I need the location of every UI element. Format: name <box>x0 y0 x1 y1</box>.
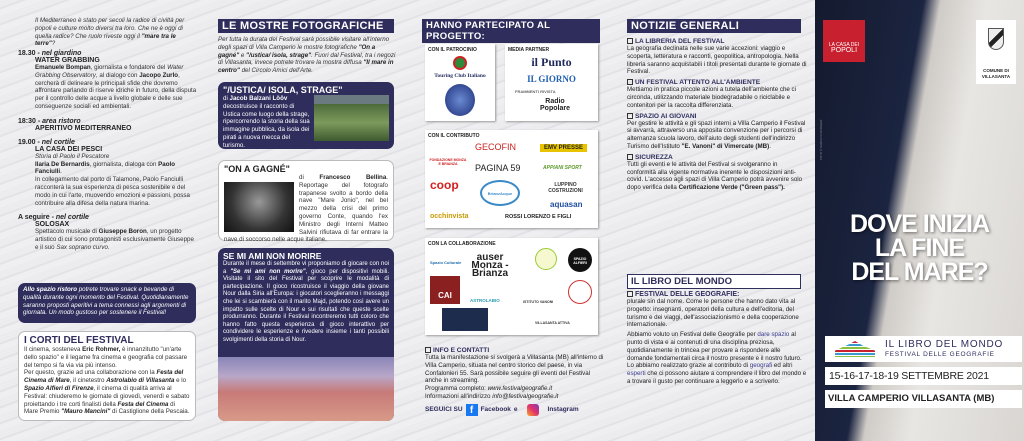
text-segment: Mettiamo in pratica piccole azioni a tutela dell'ambiente che ci circonda, utilizzando materiale biodegradabile o riciclabile e contenitori per la raccolta differenziata. <box>627 86 797 109</box>
brand-line1: IL LIBRO DEL MONDO <box>885 339 1004 350</box>
text-segment: info@festivalgeografie.it <box>492 392 559 400</box>
news-text <box>627 45 807 76</box>
text-segment: Giuseppe Boron <box>98 228 147 236</box>
libro-title: IL LIBRO DEL MONDO <box>627 274 801 289</box>
game-illustration <box>218 357 394 421</box>
game-box <box>218 248 394 421</box>
coop-circle-logo <box>535 248 557 270</box>
checkbox-icon <box>627 38 633 44</box>
luppino-logo: LUPPINO COSTRUZIONI <box>548 182 583 194</box>
instagram-icon[interactable] <box>527 404 539 416</box>
circle-red-logo <box>568 280 592 304</box>
patrocinio-box <box>425 44 495 121</box>
text-segment: Il cinema, sosteneva <box>24 346 83 353</box>
text-segment: e lo <box>174 377 187 385</box>
event-description <box>35 161 198 208</box>
event-list <box>18 50 198 259</box>
checkbox-icon <box>627 113 633 119</box>
media-label: MEDIA PARTNER <box>508 47 550 53</box>
text-segment: , giornalista, dialoga con <box>89 160 159 168</box>
festival-brand <box>825 336 1022 362</box>
text-segment: Jacopo Zurlo <box>139 71 179 79</box>
text-segment: ed altri <box>772 362 793 370</box>
festival-subtitle <box>627 291 807 298</box>
media-box <box>505 44 598 121</box>
cai-logo: CAI <box>430 276 460 304</box>
news-title <box>627 154 807 161</box>
event-title: SOLOSAX <box>35 221 70 229</box>
casa-logo-line1: LA CASA DEI <box>828 42 860 48</box>
news-text <box>627 120 807 151</box>
news-title <box>627 38 807 45</box>
libro-text <box>627 298 807 329</box>
news-title-text: SICUREZZA <box>635 153 673 161</box>
section-title: LE MOSTRE FOTOGRAFICHE <box>218 19 394 33</box>
text-segment: che ci possono aiutare a comprendere il libro del mondo e a trovare il gusto per continuare a leggerlo e a scriverlo. <box>627 370 807 385</box>
touring-logo <box>453 56 467 70</box>
frammenti-logo: FRAMMENTI RIVISTA <box>515 89 556 94</box>
section-title: NOTIZIE GENERALI <box>627 19 801 33</box>
news-item <box>627 79 807 109</box>
text-segment: , gioco per dispositivi mobili. Visitate il sito del Festival per scoprire le modalità di partecipazione. Il gioco ricostruisce il viaggio della giovane Nour dalla Siria all'Europa: i giocatori sceglieranno i messaggi che lei si scambierà con il marito Majd, potendo così avere un impatto sulle scelte di Nour e sui risultati che queste scelte produrranno. Durante il Festival incontreremo tutti coloro che hanno fatto questa esperienza di gioco interattivo per condividere le esperienze e rivedere insieme i tanti possibili svolgimenti della storia di Nour. <box>223 268 389 343</box>
game-text <box>223 261 389 345</box>
text-segment: . Fuori dal Festival, tra i negozi di Villasanta, invece potrete trovare la mostra diffusa <box>218 51 396 67</box>
il-giorno-logo: IL GIORNO <box>527 74 576 84</box>
event-time: 18.30 - nel giardino <box>18 50 82 57</box>
villasanta-attiva-logo: VILLASANTA ATTIVA <box>535 321 570 325</box>
exhibitions-intro <box>218 36 396 75</box>
info-text <box>425 354 605 401</box>
text-segment: "E. Vanoni" di Vimercate (MB) <box>681 142 770 150</box>
ustica-box <box>218 82 394 149</box>
text-segment: "On a gagné" <box>218 43 376 59</box>
fondazione-logo: FONDAZIONE MONZA E BRIANZA <box>429 158 467 166</box>
rossi-logo: ROSSI LORENZO E FIGLI <box>505 214 572 220</box>
intro-text <box>35 17 197 48</box>
text-segment: Il Mediterraneo è stato per secoli la radice di civiltà per popoli e culture molto diversi tra loro. Che ne è oggi di quella radice? Che ruolo riveste oggi il <box>35 17 185 40</box>
info-title <box>425 347 605 354</box>
mountains-logo-icon <box>835 341 875 357</box>
corti-title: I CORTI DEL FESTIVAL <box>24 335 134 346</box>
event-place: area ristoro <box>42 117 81 125</box>
appiani-logo: APPIANI SPORT <box>543 165 582 171</box>
headline <box>815 212 1024 284</box>
news-title-text: LA LIBRERIA DEL FESTIVAL <box>635 38 725 45</box>
news-title <box>627 79 807 86</box>
instagram-link[interactable]: Instagram <box>547 406 579 414</box>
text-segment: "mare tra le terre" <box>35 32 176 48</box>
text-segment: Festa del Cinema di Mare <box>24 369 184 385</box>
event-place: nel cortile <box>55 214 89 222</box>
astrolabio-logo: ASTROLABIO <box>470 298 500 303</box>
panel-partners <box>410 0 615 441</box>
libro-text-2 <box>627 331 807 386</box>
ristoro-box <box>18 283 196 323</box>
event-description <box>35 64 198 111</box>
libro-section <box>627 291 807 386</box>
text-segment: Tutta la manifestazione si svolgerà a Villasanta (MB) all'interno di Villa Camperio, situata nel centro storico del paese, in via Confalonieri 55. Sarà possibile seguire gli eventi del Festival anche in streaming. Programma completo: <box>425 354 604 393</box>
text-segment: . <box>769 142 771 150</box>
checkbox-icon <box>627 154 633 160</box>
event-title: WATER GRABBING <box>35 57 100 64</box>
occhinvista-logo: occhinvista <box>430 213 469 220</box>
photo-credit: FOTO © SAROLTA DORIGER <box>819 119 823 160</box>
text-segment: "Mauro Mancini" <box>61 408 111 416</box>
text-segment: , il cinema di qualità arriva al Festival: chiuderemo le giornate di giovedì, venerdì e sabato proiettando i tre corti finalisti della <box>24 384 190 408</box>
headline-line2: LA FINE <box>874 234 965 262</box>
spazio-alfieri-logo: SPAZIO ALFIERI <box>568 248 592 272</box>
checkbox-icon <box>627 291 633 297</box>
text-segment: Festa del Cinema <box>117 400 169 408</box>
text-segment: potrete trovare snack e bevande di qualità durante ogni momento del Festival. Quotidianamente saranno proposti aperitivi a tema connessi agli argomenti di giornata. Un modo gustoso per sostenere il Festival! <box>23 286 189 317</box>
spazio-culturale-logo: Spazio Culturale <box>430 260 462 265</box>
collaborazione-box <box>425 238 598 335</box>
casa-logo-line2: POPOLI <box>830 47 858 54</box>
event-time: 18:30 - area ristoro <box>18 117 81 125</box>
il-punto-logo: il Punto <box>531 55 572 69</box>
festival-subtitle-text: FESTIVAL DELLE GEOGRAFIE: <box>635 291 740 298</box>
text-segment: decostruisce il racconto di Ustica come luogo della strage, ripercorrendo la storia della sua immagine pubblica, da isola dei pirati a nuova mecca del turismo. <box>223 102 310 149</box>
text-segment: Astrolabio di Villasanta <box>106 377 175 385</box>
event-time-value: 18:30 <box>18 117 36 125</box>
gagne-title: "ON A GAGNÉ" <box>224 164 290 174</box>
text-segment: plurale sin dal nome. Come le persone che hanno dato vita al progetto: insegnanti, operatori della cultura e dell'editoria, del turismo e dei viaggi, dell'associazionismo e della cooperazione internazionale. <box>627 298 799 329</box>
event-title: APERITIVO MEDITERRANEO <box>35 124 132 132</box>
panel-news <box>615 0 815 441</box>
checkbox-icon <box>425 347 431 353</box>
text-segment: Ilaria De Bernardis <box>35 160 90 168</box>
event-item <box>18 118 198 132</box>
patrocinio-label: CON IL PATROCINIO <box>428 47 477 53</box>
text-segment: ? <box>51 40 56 48</box>
text-segment: di Mare Premio <box>24 400 175 416</box>
and-text: e <box>513 406 518 414</box>
gagne-photo <box>224 182 294 232</box>
text-segment: di Castiglione della Pescaia. <box>110 408 190 416</box>
casa-popoli-logo <box>823 20 865 62</box>
text-segment: Eric Rohmer, <box>82 346 121 353</box>
text-segment: Sax soprano curvo <box>56 243 108 251</box>
text-segment: Allo spazio ristoro <box>23 286 79 293</box>
section-title: HANNO PARTECIPATO AL PROGETTO: <box>422 19 600 43</box>
corti-text <box>24 346 190 416</box>
collaborazione-label: CON LA COLLABORAZIONE <box>428 241 496 247</box>
event-place: nel giardino <box>41 50 82 57</box>
text-segment: Per gestire le attività e gli spazi interni a Villa Camperio il Festival si avvarrà, attraverso una apposita convenzione per i percorsi di alternanza scuola lavoro, dell'aiuto degli studenti dell'indirizzo Turismo dell'Istituto <box>627 119 806 150</box>
social-row <box>425 404 605 416</box>
event-description <box>35 228 198 251</box>
text-segment: Tutti gli eventi e le attività del Festival si svolgeranno in conformità alla vigente normativa inerente le disposizioni anti-covid. L'accesso agli spazi di Villa Camperio potrà avvenire solo dopo verifica della <box>627 160 803 192</box>
ustica-text <box>223 95 311 150</box>
text-segment: geografi <box>749 362 773 370</box>
headline-line1: DOVE INIZIA <box>849 210 989 238</box>
vanoni-logo: ISTITUTO VANONI <box>523 300 554 304</box>
text-segment: Informazioni all'indirizzo <box>425 392 491 400</box>
news-text <box>627 86 807 109</box>
touring-label: Touring Club Italiano <box>434 73 486 79</box>
seguici-label: SEGUICI SU <box>425 406 463 414</box>
news-item <box>627 154 807 192</box>
text-segment: , il cinetestro <box>69 377 107 385</box>
news-text <box>627 161 807 192</box>
info-section <box>425 347 605 416</box>
text-segment: Spettacolo musicale di <box>35 228 99 236</box>
emblem-logo <box>445 84 475 116</box>
contributo-label: CON IL CONTRIBUTO <box>428 133 480 139</box>
news-item <box>627 38 807 76</box>
event-time: A seguire - nel cortile <box>18 214 89 222</box>
text-segment: . In collegamento dal porto di Talamone, Paolo Fanciulli racconterà la sua esperienza di pesca sostenibile e del modo in cui l'arte, muovendo emozioni e passioni, possa contribuire alla difesa della natura marina. <box>35 168 190 207</box>
event-time: 19.00 - nel cortile <box>18 138 75 146</box>
event-subtitle: Storia di Paolo il Pescatore <box>35 152 110 160</box>
event-item <box>18 139 198 208</box>
facebook-link[interactable]: Facebook <box>480 406 511 414</box>
text-segment: al punto di vista e ai contenuti di una disciplina preziosa, quotidianamente in trincea per provare a rispondere alle domande fondamentali circa il nostro presente e il nostro futuro. Lo abbiamo realizzato grazie al contributo di <box>627 331 802 370</box>
text-segment: Paolo Fanciulli <box>35 160 175 176</box>
brand-line2: FESTIVAL DELLE GEOGRAFIE <box>885 351 995 358</box>
ustica-title: "/USTICA/ ISOLA, STRAGE" <box>223 85 343 95</box>
news-title <box>627 113 807 120</box>
aquasan-logo: aquasan <box>550 200 583 209</box>
auser-logo: auser Monza - Brianza <box>471 252 509 279</box>
pagina59-logo: PAGINA 59 <box>475 163 521 173</box>
text-segment: Water Grabbing Observatory <box>35 64 184 79</box>
festival-venue: VILLA CAMPERIO VILLASANTA (MB) <box>825 390 1022 408</box>
game-title: SE MI AMI NON MORIRE <box>223 251 322 261</box>
text-segment: di <box>223 95 230 102</box>
emv-logo: EMV PRESSE <box>540 144 587 152</box>
event-time-value: 19.00 <box>18 138 36 146</box>
text-segment: Emanuele Bompan <box>35 64 91 71</box>
coop-logo: coop <box>430 178 459 192</box>
text-segment: Francesco Bellina <box>319 174 387 181</box>
event-time-value: 18.30 <box>18 50 36 57</box>
comune-line2: VILLASANTA <box>981 73 1011 79</box>
text-segment: "Se mi ami non morire" <box>230 268 306 275</box>
event-time-value: A seguire <box>18 214 50 222</box>
text-segment: esperti <box>627 370 646 378</box>
text-segment: Certificazione Verde ("Green pass"). <box>678 184 785 192</box>
text-segment: Spazio Alfieri di Firenze <box>24 384 94 392</box>
film-logo <box>442 308 488 331</box>
corti-box <box>18 331 196 421</box>
text-segment: La geografia declinata nelle sue varie accezioni: viaggio e scoperta, letteratura e racconti, geopolitica, antropologia. Nella libreria saranno acquistabili i titoli presentati durante le giornate di Festival. <box>627 45 807 76</box>
brianzacque-logo: BrianzAcque <box>480 180 520 206</box>
text-segment: , un progetto artistico di cui sono protagonisti esclusivamente Giuseppe e il suo <box>35 228 194 251</box>
panel-exhibitions <box>205 0 410 441</box>
event-place: nel cortile <box>41 138 75 146</box>
news-sections <box>627 35 807 192</box>
checkbox-icon <box>627 79 633 85</box>
gecofin-logo: GECOFIN <box>475 142 517 152</box>
panel-program <box>0 0 205 441</box>
event-item <box>18 214 198 251</box>
comune-line1: COMUNE DI <box>983 68 1009 73</box>
text-segment: di <box>299 174 320 181</box>
info-title-text: INFO E CONTATTI <box>433 347 490 354</box>
text-segment: e <box>239 51 247 59</box>
event-item <box>18 50 198 111</box>
text-segment: , cercherà di delineare le principali sfide che dovremo affrontare parlando di riserve idriche in futuro, della disputa per il controllo delle acque a livello globale e delle sue conseguenze sociali ed ambientali. <box>35 71 197 110</box>
ustica-photo <box>314 95 389 141</box>
text-segment: Per tutta la durata del Festival sarà possibile visitare all'interno degli spazi di Villa Camperio le mostre fotografiche <box>218 36 390 51</box>
coat-of-arms-icon <box>988 28 1004 50</box>
text-segment: dare spazio <box>757 331 790 339</box>
cover-photo <box>815 0 1024 441</box>
text-segment: , giornalista e fondatore del <box>90 64 168 71</box>
event-title: LA CASA DEI PESCI <box>35 145 103 153</box>
text-segment: . Reportage del fotografo trapanese svolto a bordo della nave "Mare Jonio", nel bel mezzo della crisi del primo governo Conte, quando l'ex Ministro degli Interni Matteo Salvini rifiutava di far entrare la nave di soccorso nelle acque italiane. <box>224 174 388 244</box>
text-segment: del Circolo Amici dell'Arte. <box>239 67 314 75</box>
gagne-box <box>218 160 394 244</box>
facebook-icon[interactable]: f <box>466 404 478 416</box>
text-segment: Durante il mese di settembre vi proponiamo di giocare con noi a <box>223 261 389 275</box>
text-segment: è innanzitutto "un'arte dello spazio" e il legame fra cinema e geografia col passare del tempo si fa via via più intenso. Per questo, grazie ad una collaborazione con la <box>24 346 188 377</box>
news-item <box>627 113 807 151</box>
text-segment: . <box>107 243 110 251</box>
text-segment: "Il mare in centro" <box>218 59 394 75</box>
news-title-text: UN FESTIVAL ATTENTO ALL'AMBIENTE <box>635 79 761 87</box>
contributo-box <box>425 130 598 228</box>
news-title-text: SPAZIO AI GIOVANI <box>635 112 697 120</box>
headline-line3: DEL MARE? <box>851 258 988 286</box>
festival-dates: 15-16-17-18-19 SETTEMBRE 2021 <box>825 367 1022 385</box>
text-segment: "/ustica/ isola, strage" <box>246 51 312 59</box>
text-segment: Jacob Balzani Lööv <box>229 95 288 102</box>
text-segment: Abbiamo voluto un Festival delle Geografie per <box>627 331 758 339</box>
text-segment: www.festivalgeografie.it <box>487 385 553 393</box>
text-segment: , al dialogo con <box>95 71 140 79</box>
radio-popolare-logo: Radio Popolare <box>540 98 570 112</box>
comune-logo <box>976 20 1016 84</box>
